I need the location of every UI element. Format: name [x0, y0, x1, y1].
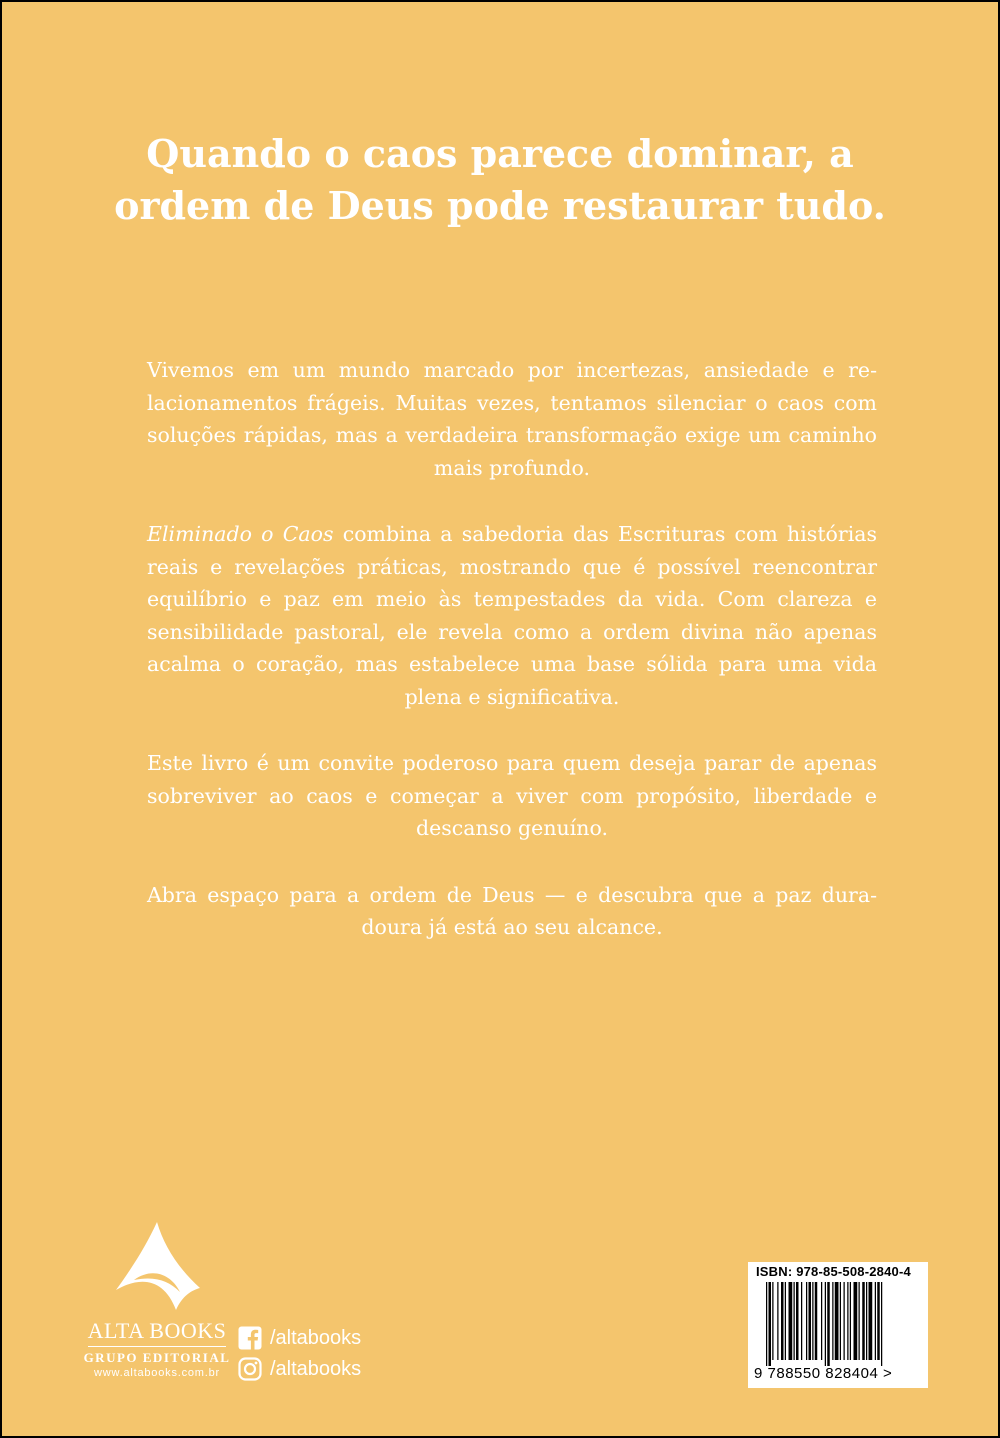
barcode-bar [847, 1282, 848, 1360]
barcode-bar [809, 1282, 812, 1360]
barcode-bar [806, 1282, 807, 1360]
publisher-subtitle: GRUPO EDITORIAL [83, 1350, 231, 1365]
instagram-link[interactable] [238, 1355, 438, 1383]
publisher-url[interactable]: www.altabooks.com.br [93, 1367, 221, 1379]
barcode-bar [821, 1282, 822, 1360]
facebook-link[interactable] [238, 1324, 438, 1352]
barcode-bar [859, 1282, 860, 1360]
barcode-bar [794, 1282, 795, 1360]
barcode-bar [844, 1282, 845, 1360]
instagram-handle: /altabooks [270, 1357, 362, 1380]
facebook-icon [238, 1326, 262, 1350]
blurb-paragraph-4 [147, 879, 877, 944]
barcode-bar [881, 1282, 882, 1366]
blurb-paragraph-1 [147, 354, 877, 484]
barcode-bar [862, 1282, 865, 1360]
barcode-bar [789, 1282, 793, 1360]
barcode-bar [815, 1282, 818, 1360]
barcode-bar [812, 1282, 813, 1360]
blurb-paragraph-3 [147, 747, 877, 845]
barcode-bar [801, 1282, 802, 1360]
barcode-bars [748, 1282, 928, 1366]
publisher-name: ALTA BOOKS [88, 1318, 227, 1347]
isbn-label: ISBN: 978-85-508-2840-4 [756, 1264, 911, 1279]
barcode-bar [769, 1282, 772, 1366]
barcode-bar [827, 1282, 830, 1366]
barcode-bar [766, 1282, 767, 1366]
barcode-bar [835, 1282, 839, 1360]
barcode-bar [785, 1282, 786, 1360]
barcode-bar [832, 1282, 833, 1360]
barcode-digits: 9 788550 828404 > [754, 1365, 893, 1382]
publisher-logo [82, 1220, 232, 1379]
isbn-barcode [748, 1262, 928, 1388]
facebook-handle: /altabooks [270, 1326, 362, 1349]
paragraph-text: Este livro é um convite poderoso para quem deseja parar de apenas sobreviver ao caos e começar a viver com propósito, liberdade e descanso genuíno. [147, 751, 877, 840]
barcode-bar [869, 1282, 873, 1360]
book-title-italic: Eliminado o Caos [147, 522, 334, 546]
barcode-bar [866, 1282, 867, 1360]
blurb-paragraph-2 [147, 518, 877, 713]
barcode-bar [875, 1282, 876, 1360]
back-cover [2, 2, 998, 1436]
barcode-bar [825, 1282, 826, 1366]
headline: Quando o caos parece dominar, a ordem de Deus pode restaurar tudo. [114, 131, 886, 228]
barcode-bar [796, 1282, 799, 1360]
barcode-bar [777, 1282, 778, 1360]
paragraph-text: Vivemos em um mundo marcado por incertezas, ansiedade e relacionamentos frágeis. Muitas vezes, tentamos silenciar o caos com soluções rápidas, mas a verdadeira transformação exige um caminho mais profundo. [147, 358, 877, 480]
paragraph-text: Abra espaço para a ordem de Deus — e descubra que a paz duradoura já está ao seu alcance. [147, 882, 877, 939]
instagram-icon [238, 1357, 262, 1381]
barcode-bar [877, 1282, 880, 1360]
barcode-bar [850, 1282, 851, 1360]
blurb [147, 354, 877, 978]
barcode-bar [854, 1282, 858, 1360]
barcode-bar [781, 1282, 784, 1360]
barcode-bar [772, 1282, 773, 1360]
alta-books-sail-icon [112, 1220, 202, 1312]
paragraph-text: combina a sabedoria das Escrituras com histórias reais e revelações práticas, mostrando que é possível reencontrar equilíbrio e paz em meio às tempestades da vida. Com clareza e sensibilidade pastoral, ele revela como a ordem divina não apenas acalma o coração, mas estabelece uma base sólida para uma vida plena e significativa. [147, 522, 877, 709]
barcode-bar [840, 1282, 841, 1360]
